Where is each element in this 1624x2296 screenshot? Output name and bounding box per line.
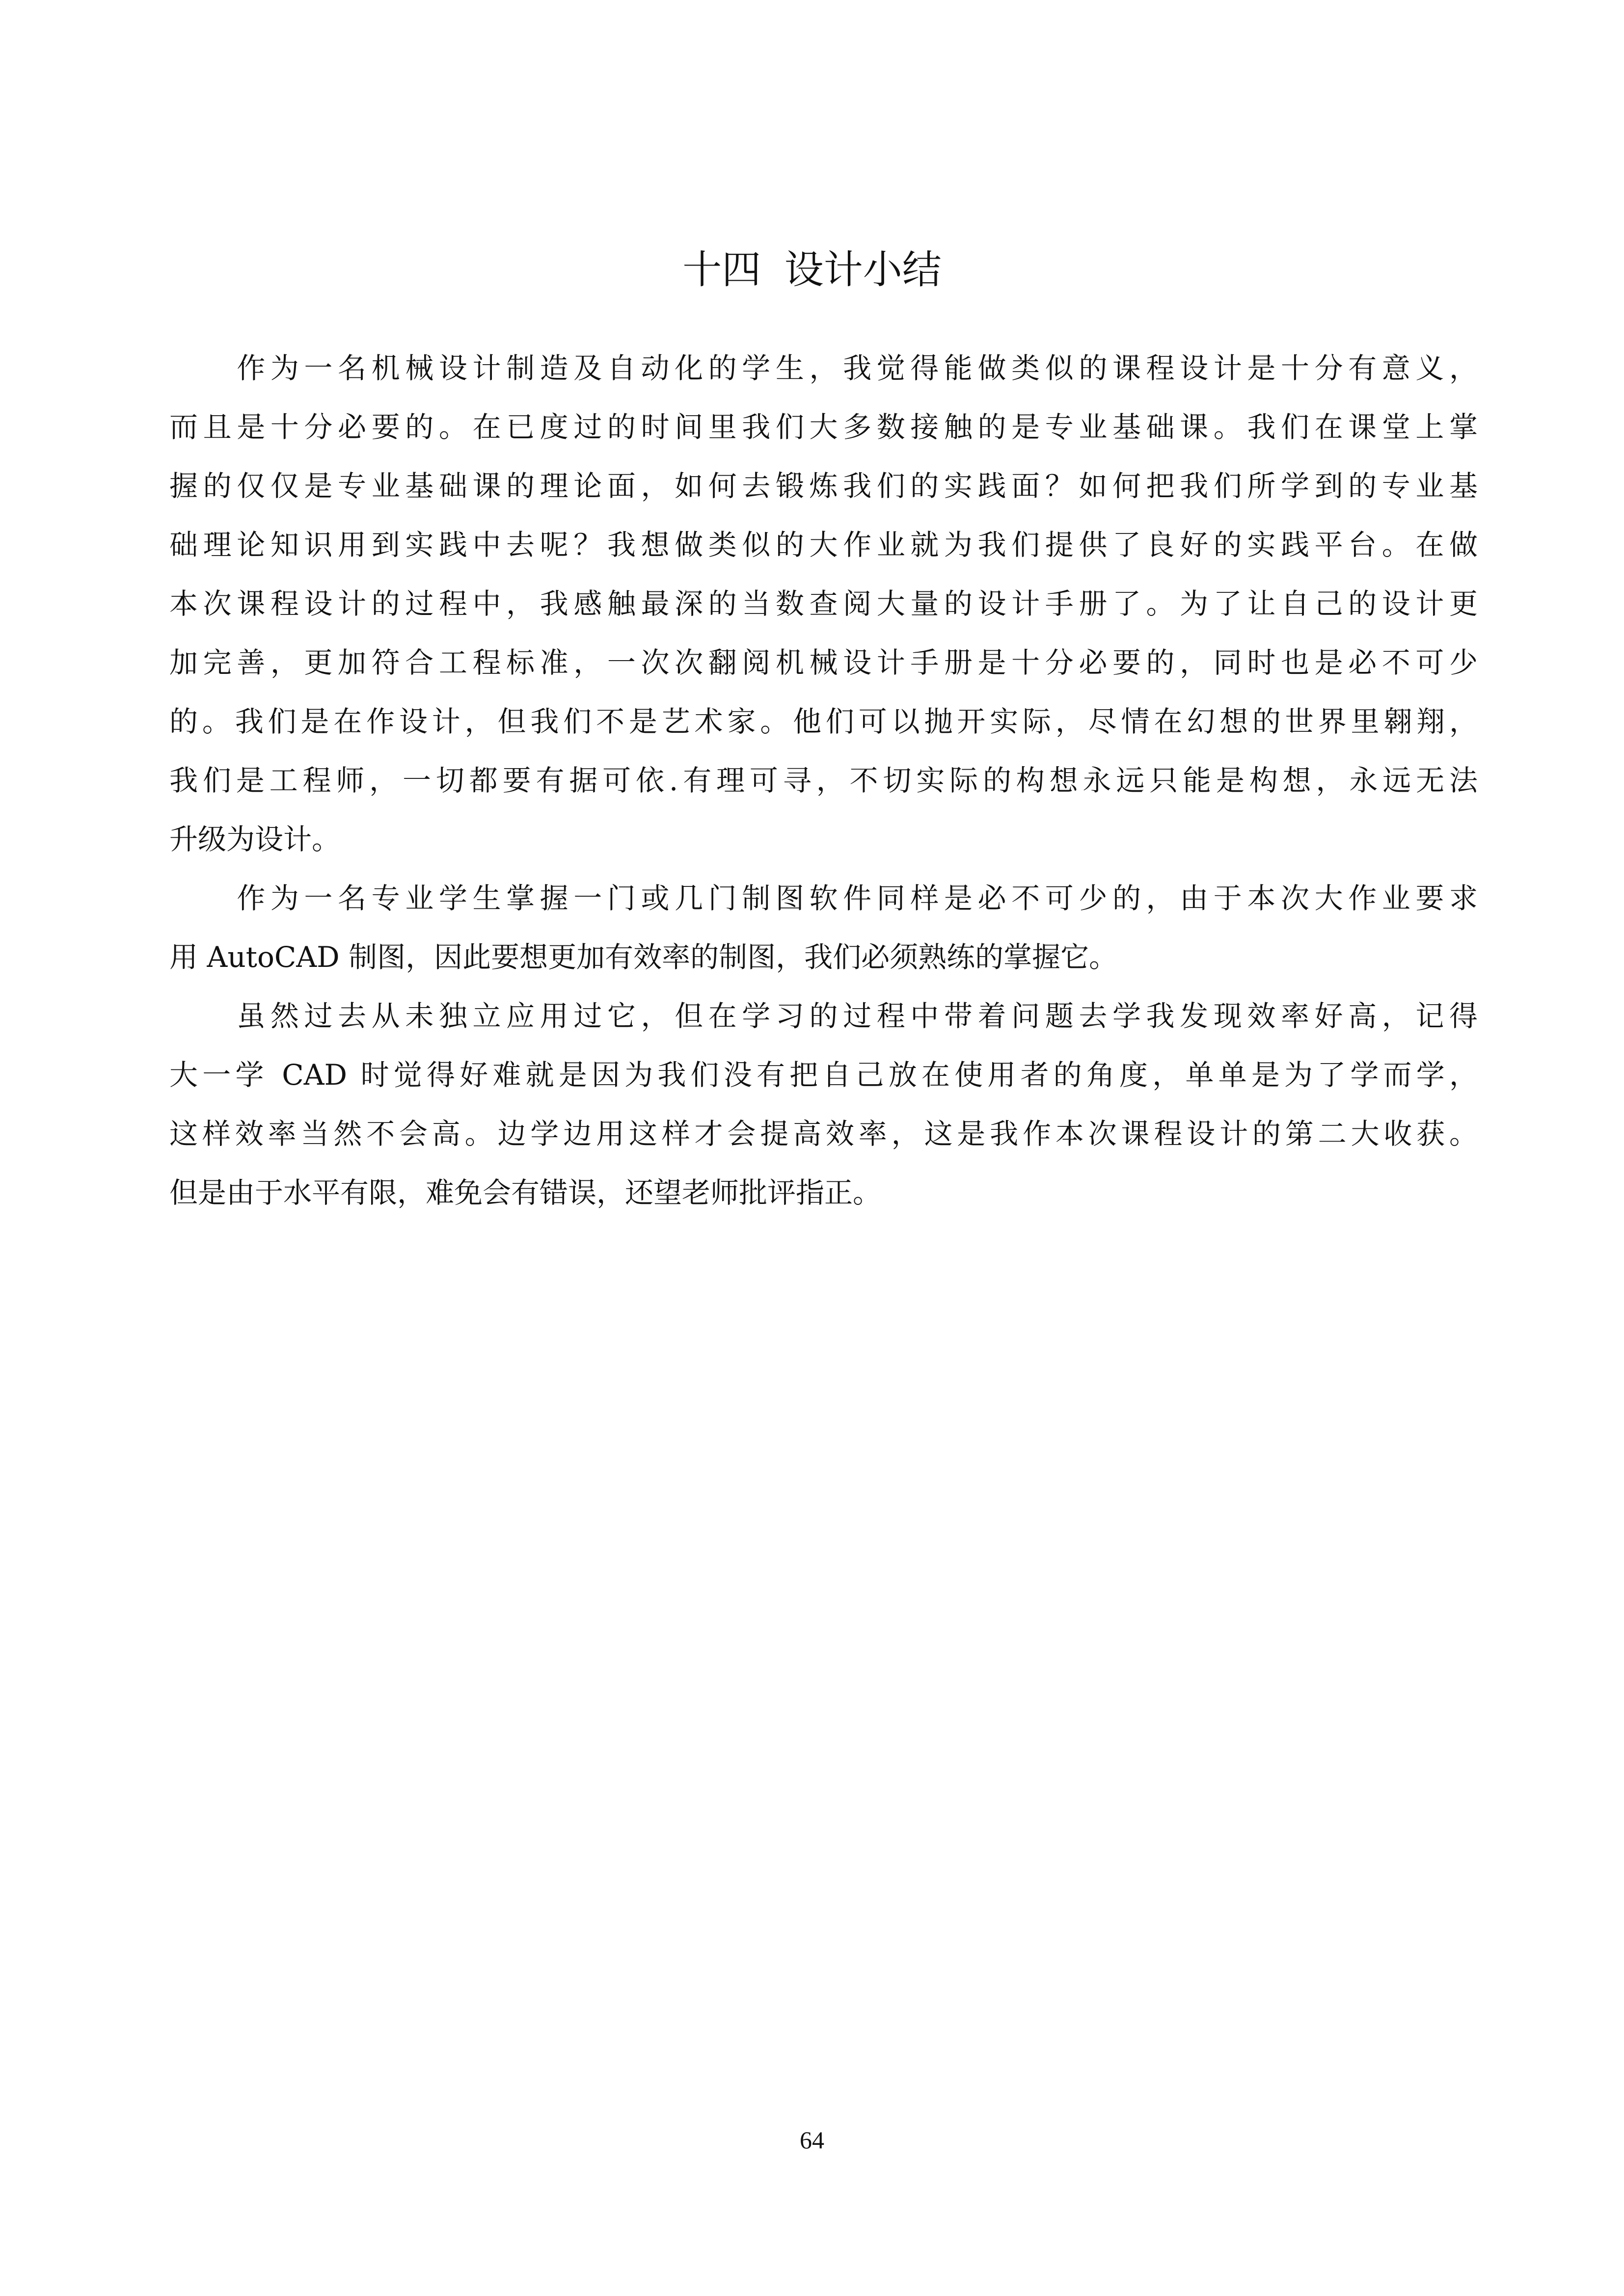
paragraph-line: 但是由于水平有限，难免会有错误，还望老师批评指正。 [169,1176,882,1209]
paragraph-line: 础理论知识用到实践中去呢？我想做类似的大作业就为我们提供了良好的实践平台。在做 [169,528,1478,561]
paragraph-1 [169,339,1478,869]
paragraph-line: 握的仅仅是专业基础课的理论面，如何去锻炼我们的实践面？如何把我们所学到的专业基 [169,469,1478,503]
paragraph-line: 作为一名专业学生掌握一门或几门制图软件同样是必不可少的，由于本次大作业要求 [169,881,1478,915]
paragraph-line: 升级为设计。 [169,823,341,856]
section-title: 十四 设计小结 [682,247,942,293]
paragraph-line: 我们是工程师，一切都要有据可依.有理可寻，不切实际的构想永远只能是构想，永远无法 [169,764,1478,797]
paragraph-line: 的。我们是在作设计，但我们不是艺术家。他们可以抛开实际，尽情在幻想的世界里翱翔， [169,705,1478,738]
paragraph-line: 而且是十分必要的。在已度过的时间里我们大多数接触的是专业基础课。我们在课堂上掌 [169,410,1478,444]
paragraph-line: 作为一名机械设计制造及自动化的学生，我觉得能做类似的课程设计是十分有意义， [169,351,1478,385]
paragraph-line: 用 AutoCAD 制图，因此要想更加有效率的制图，我们必须熟练的掌握它。 [169,940,1118,974]
page-number: 64 [800,2126,824,2154]
paragraph-line: 本次课程设计的过程中，我感触最深的当数查阅大量的设计手册了。为了让自己的设计更 [169,587,1478,620]
paragraph-2 [169,869,1478,987]
paragraph-line: 虽然过去从未独立应用过它，但在学习的过程中带着问题去学我发现效率好高，记得 [169,999,1478,1033]
paragraph-3 [169,987,1478,1222]
paragraph-line: 加完善，更加符合工程标准，一次次翻阅机械设计手册是十分必要的，同时也是必不可少 [169,646,1478,679]
paragraph-line: 大一学 CAD 时觉得好难就是因为我们没有把自己放在使用者的角度，单单是为了学而学， [169,1058,1478,1092]
document-body [169,339,1478,1222]
paragraph-line: 这样效率当然不会高。边学边用这样才会提高效率，这是我作本次课程设计的第二大收获。 [169,1117,1478,1150]
